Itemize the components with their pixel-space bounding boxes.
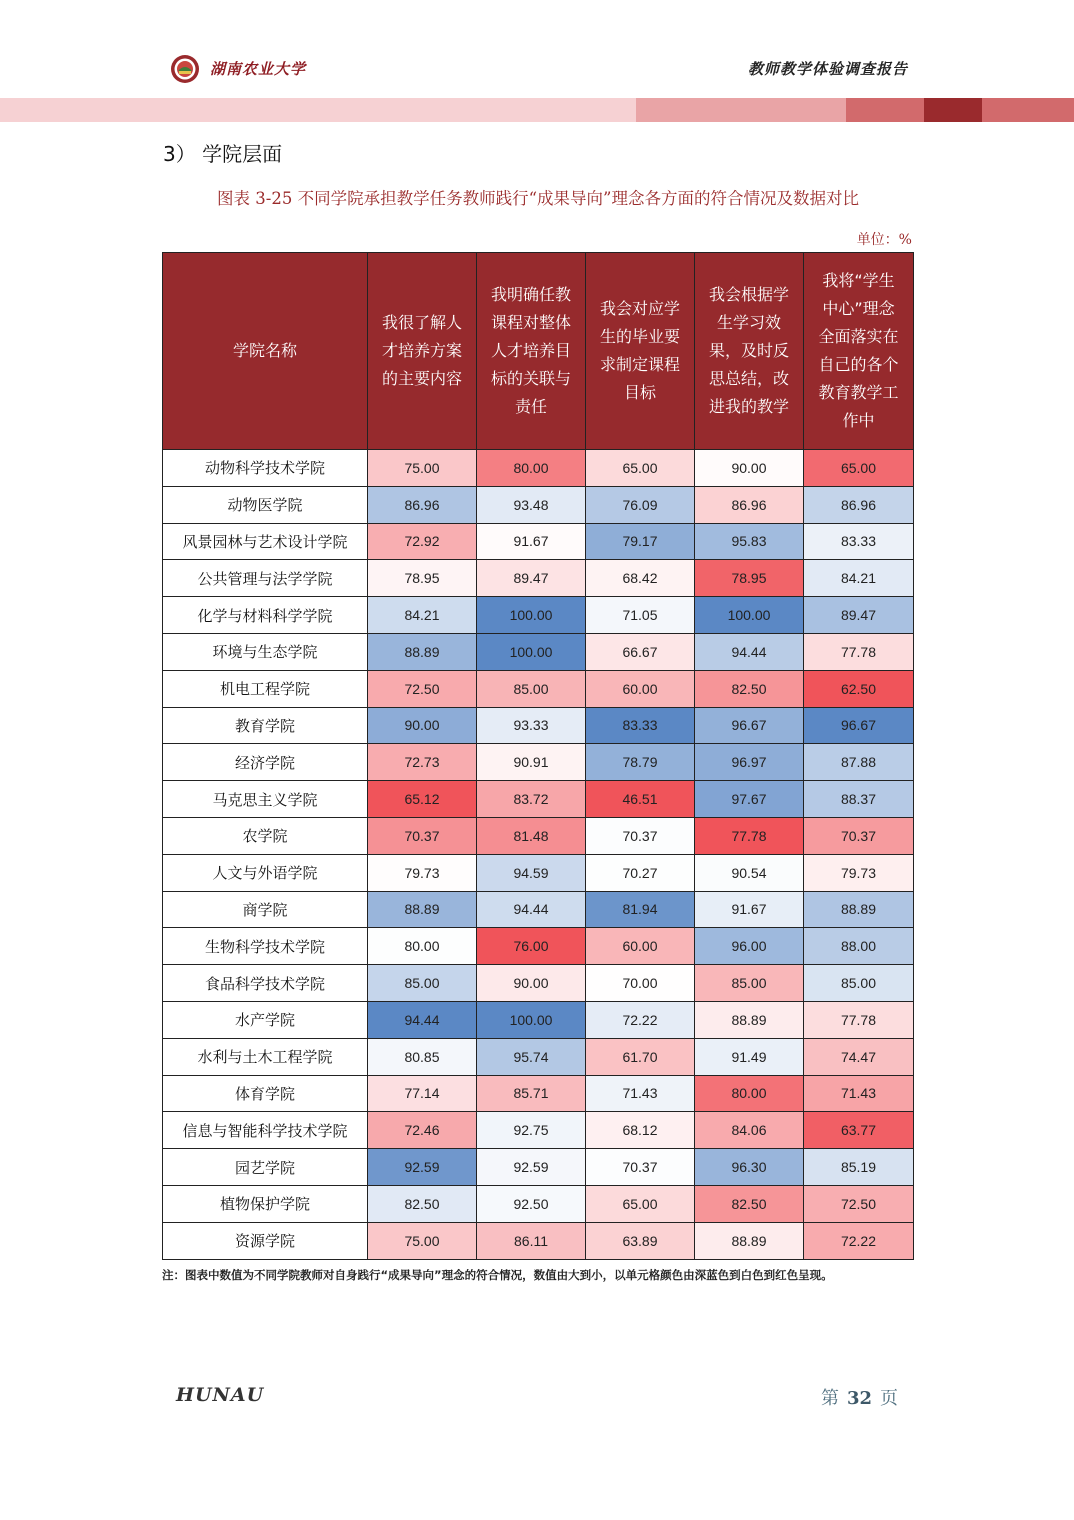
value-cell: 85.71 bbox=[477, 1075, 586, 1112]
table-row bbox=[163, 1001, 914, 1038]
table-row bbox=[163, 1222, 914, 1259]
college-name-cell: 人文与外语学院 bbox=[163, 854, 368, 891]
college-name-cell: 商学院 bbox=[163, 891, 368, 928]
table-row bbox=[163, 1038, 914, 1075]
college-name-cell: 信息与智能科学技术学院 bbox=[163, 1112, 368, 1149]
value-cell: 63.77 bbox=[804, 1112, 914, 1149]
table-row bbox=[163, 817, 914, 854]
value-cell: 46.51 bbox=[586, 781, 695, 818]
value-cell: 82.50 bbox=[695, 670, 804, 707]
college-name-cell: 教育学院 bbox=[163, 707, 368, 744]
value-cell: 96.67 bbox=[804, 707, 914, 744]
value-cell: 71.43 bbox=[586, 1075, 695, 1112]
value-cell: 97.67 bbox=[695, 781, 804, 818]
value-cell: 61.70 bbox=[586, 1038, 695, 1075]
value-cell: 95.83 bbox=[695, 523, 804, 560]
value-cell: 84.21 bbox=[368, 597, 477, 634]
value-cell: 100.00 bbox=[695, 597, 804, 634]
section-title: 3） 学院层面 bbox=[163, 142, 283, 166]
header-bar-red bbox=[846, 98, 924, 122]
table-row bbox=[163, 486, 914, 523]
value-cell: 72.50 bbox=[368, 670, 477, 707]
value-cell: 85.00 bbox=[368, 965, 477, 1002]
table-row bbox=[163, 560, 914, 597]
column-header: 我会根据学生学习效果，及时反思总结，改进我的教学 bbox=[695, 253, 804, 450]
value-cell: 65.00 bbox=[804, 450, 914, 487]
value-cell: 82.50 bbox=[368, 1185, 477, 1222]
value-cell: 94.59 bbox=[477, 854, 586, 891]
university-emblem-icon bbox=[170, 54, 200, 84]
value-cell: 83.72 bbox=[477, 781, 586, 818]
value-cell: 89.47 bbox=[477, 560, 586, 597]
report-title: 教师教学体验调查报告 bbox=[747, 60, 908, 78]
value-cell: 84.06 bbox=[695, 1112, 804, 1149]
table-row bbox=[163, 891, 914, 928]
column-header: 我很了解人才培养方案的主要内容 bbox=[368, 253, 477, 450]
value-cell: 78.79 bbox=[586, 744, 695, 781]
value-cell: 70.37 bbox=[586, 1149, 695, 1186]
value-cell: 68.42 bbox=[586, 560, 695, 597]
value-cell: 80.00 bbox=[368, 928, 477, 965]
value-cell: 81.94 bbox=[586, 891, 695, 928]
college-name-cell: 机电工程学院 bbox=[163, 670, 368, 707]
value-cell: 76.09 bbox=[586, 486, 695, 523]
college-name-cell: 农学院 bbox=[163, 817, 368, 854]
value-cell: 60.00 bbox=[586, 670, 695, 707]
college-name-cell: 园艺学院 bbox=[163, 1149, 368, 1186]
table-row bbox=[163, 597, 914, 634]
table-row bbox=[163, 1185, 914, 1222]
header-bar-light bbox=[0, 98, 636, 122]
page-number: 第 32 页 bbox=[820, 1388, 898, 1409]
value-cell: 93.48 bbox=[477, 486, 586, 523]
value-cell: 83.33 bbox=[804, 523, 914, 560]
table-note: 注：图表中数值为不同学院教师对自身践行“成果导向”理念的符合情况，数值由大到小，以单元格颜色由深蓝色到白色到红色呈现。 bbox=[162, 1268, 833, 1282]
college-name-cell: 生物科学技术学院 bbox=[163, 928, 368, 965]
value-cell: 65.00 bbox=[586, 450, 695, 487]
value-cell: 90.00 bbox=[695, 450, 804, 487]
header-bar-mid bbox=[636, 98, 846, 122]
college-name-cell: 资源学院 bbox=[163, 1222, 368, 1259]
college-name-cell: 公共管理与法学学院 bbox=[163, 560, 368, 597]
value-cell: 72.50 bbox=[804, 1185, 914, 1222]
college-name-cell: 风景园林与艺术设计学院 bbox=[163, 523, 368, 560]
value-cell: 100.00 bbox=[477, 597, 586, 634]
value-cell: 91.67 bbox=[477, 523, 586, 560]
value-cell: 72.22 bbox=[804, 1222, 914, 1259]
column-header: 我会对应学生的毕业要求制定课程目标 bbox=[586, 253, 695, 450]
value-cell: 90.00 bbox=[368, 707, 477, 744]
value-cell: 72.46 bbox=[368, 1112, 477, 1149]
value-cell: 90.91 bbox=[477, 744, 586, 781]
value-cell: 88.89 bbox=[695, 1222, 804, 1259]
value-cell: 60.00 bbox=[586, 928, 695, 965]
value-cell: 95.74 bbox=[477, 1038, 586, 1075]
value-cell: 74.47 bbox=[804, 1038, 914, 1075]
table-row bbox=[163, 1075, 914, 1112]
value-cell: 96.00 bbox=[695, 928, 804, 965]
table-row bbox=[163, 633, 914, 670]
page-header bbox=[0, 0, 1074, 130]
figure-caption: 图表 3-25 不同学院承担教学任务教师践行“成果导向”理念各方面的符合情况及数据对比 bbox=[217, 189, 859, 208]
value-cell: 82.50 bbox=[695, 1185, 804, 1222]
value-cell: 63.89 bbox=[586, 1222, 695, 1259]
value-cell: 94.44 bbox=[477, 891, 586, 928]
value-cell: 90.54 bbox=[695, 854, 804, 891]
college-name-cell: 植物保护学院 bbox=[163, 1185, 368, 1222]
footer-logo: HUNAU bbox=[176, 1384, 265, 1406]
university-name: 湖南农业大学 bbox=[210, 60, 307, 78]
value-cell: 100.00 bbox=[477, 633, 586, 670]
value-cell: 70.37 bbox=[586, 817, 695, 854]
value-cell: 77.78 bbox=[804, 633, 914, 670]
value-cell: 92.50 bbox=[477, 1185, 586, 1222]
value-cell: 79.73 bbox=[804, 854, 914, 891]
value-cell: 80.00 bbox=[695, 1075, 804, 1112]
table-row bbox=[163, 450, 914, 487]
value-cell: 75.00 bbox=[368, 450, 477, 487]
table-row bbox=[163, 707, 914, 744]
value-cell: 70.37 bbox=[368, 817, 477, 854]
value-cell: 90.00 bbox=[477, 965, 586, 1002]
value-cell: 81.48 bbox=[477, 817, 586, 854]
value-cell: 80.00 bbox=[477, 450, 586, 487]
value-cell: 70.37 bbox=[804, 817, 914, 854]
value-cell: 92.59 bbox=[477, 1149, 586, 1186]
value-cell: 77.78 bbox=[804, 1001, 914, 1038]
value-cell: 94.44 bbox=[368, 1001, 477, 1038]
college-name-cell: 体育学院 bbox=[163, 1075, 368, 1112]
value-cell: 87.88 bbox=[804, 744, 914, 781]
value-cell: 72.22 bbox=[586, 1001, 695, 1038]
college-name-cell: 动物科学技术学院 bbox=[163, 450, 368, 487]
value-cell: 71.43 bbox=[804, 1075, 914, 1112]
column-header: 我明确任教课程对整体人才培养目标的关联与责任 bbox=[477, 253, 586, 450]
value-cell: 72.73 bbox=[368, 744, 477, 781]
value-cell: 86.11 bbox=[477, 1222, 586, 1259]
value-cell: 100.00 bbox=[477, 1001, 586, 1038]
table-row bbox=[163, 965, 914, 1002]
table-row bbox=[163, 744, 914, 781]
table-row bbox=[163, 523, 914, 560]
column-header: 学院名称 bbox=[163, 253, 368, 450]
value-cell: 88.00 bbox=[804, 928, 914, 965]
value-cell: 66.67 bbox=[586, 633, 695, 670]
column-header: 我将“学生中心”理念全面落实在自己的各个教育教学工作中 bbox=[804, 253, 914, 450]
college-comparison-table bbox=[162, 252, 914, 1260]
table-header-row bbox=[163, 253, 914, 450]
value-cell: 89.47 bbox=[804, 597, 914, 634]
value-cell: 79.73 bbox=[368, 854, 477, 891]
value-cell: 65.00 bbox=[586, 1185, 695, 1222]
college-name-cell: 食品科学技术学院 bbox=[163, 965, 368, 1002]
value-cell: 86.96 bbox=[695, 486, 804, 523]
college-name-cell: 马克思主义学院 bbox=[163, 781, 368, 818]
header-bar-dark bbox=[924, 98, 982, 122]
value-cell: 92.59 bbox=[368, 1149, 477, 1186]
college-name-cell: 环境与生态学院 bbox=[163, 633, 368, 670]
unit-label: 单位：% bbox=[856, 232, 912, 248]
college-name-cell: 水利与土木工程学院 bbox=[163, 1038, 368, 1075]
value-cell: 62.50 bbox=[804, 670, 914, 707]
value-cell: 78.95 bbox=[368, 560, 477, 597]
value-cell: 70.27 bbox=[586, 854, 695, 891]
table-row bbox=[163, 1149, 914, 1186]
table-row bbox=[163, 928, 914, 965]
value-cell: 91.49 bbox=[695, 1038, 804, 1075]
value-cell: 80.85 bbox=[368, 1038, 477, 1075]
value-cell: 88.89 bbox=[804, 891, 914, 928]
table-row bbox=[163, 670, 914, 707]
value-cell: 93.33 bbox=[477, 707, 586, 744]
value-cell: 77.78 bbox=[695, 817, 804, 854]
value-cell: 96.30 bbox=[695, 1149, 804, 1186]
value-cell: 88.89 bbox=[368, 891, 477, 928]
value-cell: 72.92 bbox=[368, 523, 477, 560]
value-cell: 91.67 bbox=[695, 891, 804, 928]
value-cell: 92.75 bbox=[477, 1112, 586, 1149]
table-row bbox=[163, 781, 914, 818]
value-cell: 71.05 bbox=[586, 597, 695, 634]
value-cell: 78.95 bbox=[695, 560, 804, 597]
value-cell: 65.12 bbox=[368, 781, 477, 818]
value-cell: 85.00 bbox=[695, 965, 804, 1002]
college-name-cell: 动物医学院 bbox=[163, 486, 368, 523]
table-row bbox=[163, 1112, 914, 1149]
value-cell: 88.37 bbox=[804, 781, 914, 818]
value-cell: 75.00 bbox=[368, 1222, 477, 1259]
value-cell: 85.19 bbox=[804, 1149, 914, 1186]
value-cell: 84.21 bbox=[804, 560, 914, 597]
value-cell: 85.00 bbox=[804, 965, 914, 1002]
value-cell: 88.89 bbox=[695, 1001, 804, 1038]
college-name-cell: 经济学院 bbox=[163, 744, 368, 781]
value-cell: 96.67 bbox=[695, 707, 804, 744]
value-cell: 77.14 bbox=[368, 1075, 477, 1112]
college-name-cell: 水产学院 bbox=[163, 1001, 368, 1038]
value-cell: 88.89 bbox=[368, 633, 477, 670]
value-cell: 85.00 bbox=[477, 670, 586, 707]
value-cell: 79.17 bbox=[586, 523, 695, 560]
value-cell: 76.00 bbox=[477, 928, 586, 965]
table-row bbox=[163, 854, 914, 891]
header-bar-end bbox=[982, 98, 1074, 122]
college-name-cell: 化学与材料科学学院 bbox=[163, 597, 368, 634]
value-cell: 94.44 bbox=[695, 633, 804, 670]
value-cell: 83.33 bbox=[586, 707, 695, 744]
value-cell: 86.96 bbox=[804, 486, 914, 523]
value-cell: 86.96 bbox=[368, 486, 477, 523]
value-cell: 96.97 bbox=[695, 744, 804, 781]
value-cell: 68.12 bbox=[586, 1112, 695, 1149]
value-cell: 70.00 bbox=[586, 965, 695, 1002]
